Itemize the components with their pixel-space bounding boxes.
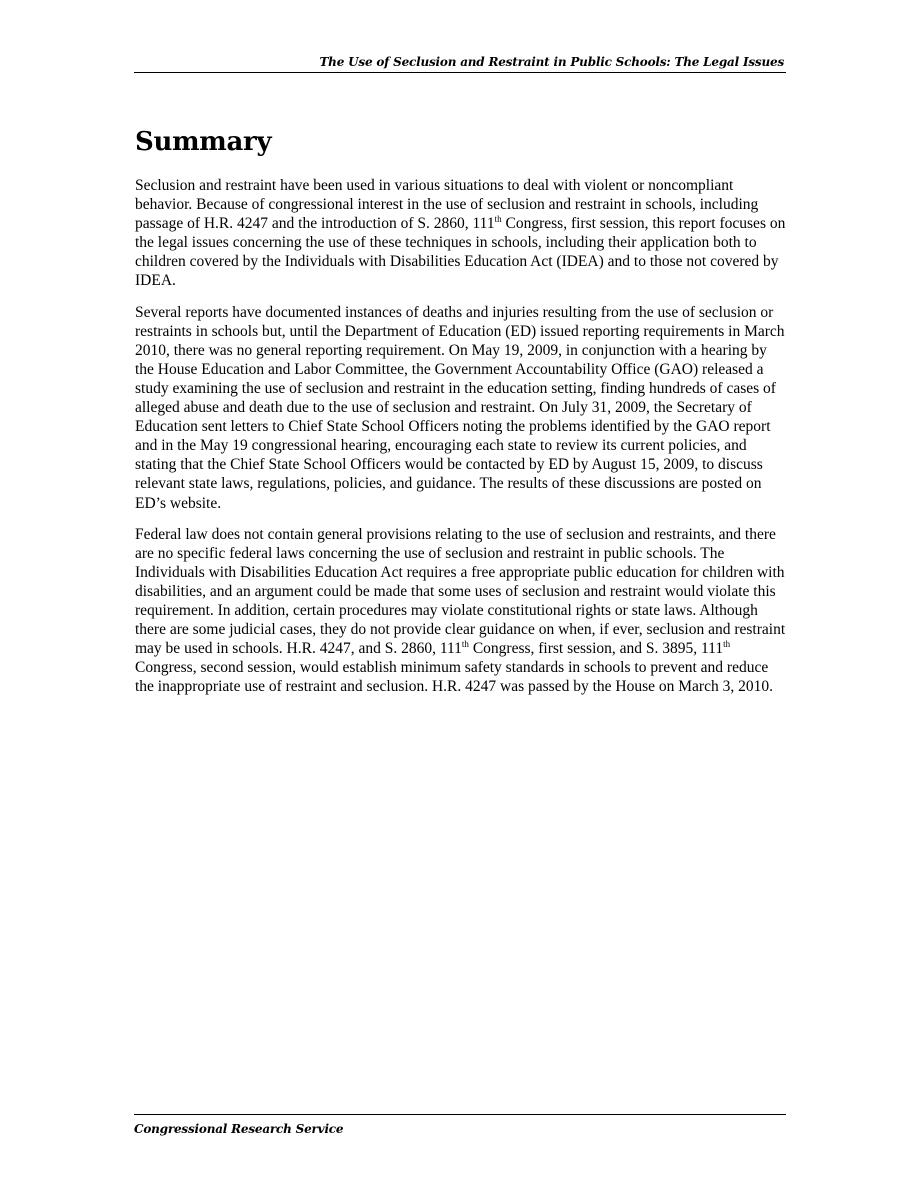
summary-body bbox=[135, 176, 787, 708]
paragraph-1 bbox=[135, 176, 787, 291]
paragraph-1-text-a: Seclusion and restraint have been used in various situations to deal with violent or noncompliant behavior. Because of congressional interest in the use of seclusion and restraint in schools, including passage of H.R. 4247 and the introduction of S. 2860, 111 bbox=[135, 177, 759, 233]
ordinal-superscript: th bbox=[494, 214, 502, 225]
paragraph-2: Several reports have documented instances of deaths and injuries resulting from the use of seclusion or restraints in schools but, until the Department of Education (ED) issued reporting requirements in March 2010, there was no general reporting requirement. On May 19, 2009, in conjunction with a hearing by the House Education and Labor Committee, the Government Accountability Office (GAO) released a study examining the use of seclusion and restraint in the education setting, finding hundreds of cases of alleged abuse and death due to the use of seclusion and restraint. On July 31, 2009, the Secretary of Education sent letters to Chief State School Officers noting the problems identified by the GAO report and in the May 19 congressional hearing, encouraging each state to review its current policies, and stating that the Chief State School Officers would be contacted by ED by August 15, 2009, to discuss relevant state laws, regulations, policies, and guidance. The results of these discussions are posted on ED’s website. bbox=[135, 303, 785, 512]
paragraph-3-text-b: Congress, first session, and S. 3895, 111 bbox=[468, 640, 724, 658]
footer-publisher: Congressional Research Service bbox=[134, 1122, 344, 1136]
ordinal-superscript: th bbox=[723, 639, 731, 650]
paragraph-3-text-c: Congress, second session, would establish minimum safety standards in schools to prevent and reduce the inappropriate use of restraint and seclusion. H.R. 4247 was passed by the House on March 3, 2010. bbox=[135, 659, 773, 696]
paragraph-3 bbox=[135, 525, 787, 697]
ordinal-superscript: th bbox=[461, 639, 469, 650]
page-footer bbox=[134, 1114, 786, 1137]
paragraph-1-text-b: Congress, first session, this report focuses on the legal issues concerning the use of these techniques in schools, including their application both to children covered by the Individuals with Disabilities Education Act (IDEA) and to those not covered by IDEA. bbox=[135, 215, 786, 290]
section-heading: Summary bbox=[135, 127, 272, 157]
paragraph-3-text-a: Federal law does not contain general provisions relating to the use of seclusion and restraints, and there are no specific federal laws concerning the use of seclusion and restraint in public schools. The Individuals with Disabilities Education Act requires a free appropriate public education for children with disabilities, and an argument could be made that some uses of seclusion and restraint would violate this requirement. In addition, certain procedures may violate constitutional rights or state laws. Although there are some judicial cases, they do not provide clear guidance on when, if ever, seclusion and restraint may be used in schools. H.R. 4247, and S. 2860, 111 bbox=[135, 525, 786, 658]
running-header bbox=[134, 52, 786, 73]
running-header-title: The Use of Seclusion and Restraint in Public Schools: The Legal Issues bbox=[319, 55, 784, 69]
